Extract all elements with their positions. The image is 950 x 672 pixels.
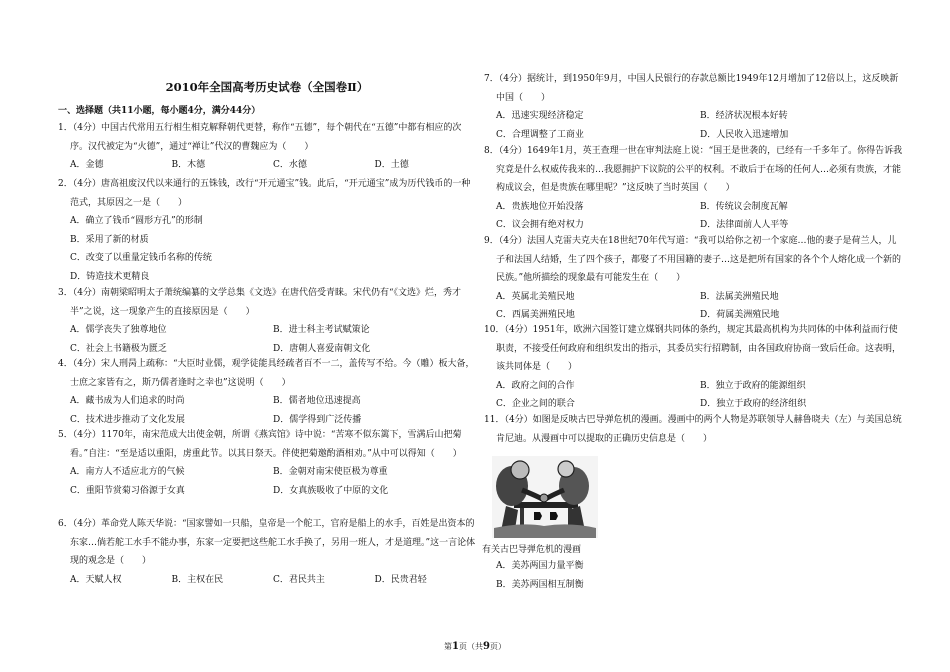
cuban-missile-crisis-cartoon: [492, 456, 598, 538]
option-c: C．技术进步推动了文化发展: [70, 414, 185, 425]
option-d: D．唐朝人喜爱南朝文化: [273, 343, 371, 354]
option-a: A．贵族地位开始没落: [496, 201, 584, 212]
option-a: A．金德: [70, 160, 104, 171]
option-c: C．企业之间的联合: [496, 399, 575, 410]
footer-prefix: 第: [444, 642, 453, 651]
option-a: A．藏书成为人们追求的时尚: [70, 396, 185, 407]
option-c: C．重阳节赏菊习俗源于女真: [70, 485, 185, 496]
page-number: 1: [452, 641, 459, 652]
option-c: C．君民共主: [273, 574, 325, 585]
option-a: A．政府之间的合作: [496, 380, 575, 391]
option-list: [58, 321, 476, 358]
option-a: A．英属北美殖民地: [496, 291, 575, 302]
option-list: [58, 571, 476, 590]
question-10: [484, 321, 904, 414]
option-c: C．社会上书籍极为匮乏: [70, 343, 167, 354]
option-list: [484, 557, 904, 594]
page-total: 9: [483, 641, 490, 652]
question-stem: 7．（4分）据统计，到1950年9月，中国人民银行的存款总额比1949年12月增加了12倍以上，这反映新中国（ ）: [484, 74, 899, 103]
option-list: [58, 156, 476, 175]
option-d: D．独立于政府的经济组织: [700, 399, 807, 410]
option-d: D．女真族吸收了中原的文化: [273, 485, 389, 496]
option-b: B．木德: [171, 160, 206, 171]
option-a: A．确立了钱币“圆形方孔”的形制: [70, 216, 203, 227]
question-stem: 10．（4分）1951年，欧洲六国签订建立煤钢共同体的条约，规定其最高机构为共同体的中体利益而行使职责，不接受任何政府和组织发出的指示，其委员实行招聘制，由各国政府协商一致后任命。这表明，该共同体是（ ）: [484, 325, 902, 373]
question-3: [58, 284, 476, 358]
option-b: B．传统议会制度瓦解: [700, 201, 788, 212]
question-2: [58, 175, 476, 287]
option-list: [58, 212, 476, 286]
option-b: B．儒者地位迅速提高: [273, 396, 361, 407]
question-4: [58, 355, 476, 429]
section-heading: 一、选择题（共11小题，每小题4分，满分44分）: [58, 106, 261, 116]
option-a: A．迅速实现经济稳定: [496, 111, 584, 122]
question-8: [484, 142, 904, 235]
option-c: C．议会拥有绝对权力: [496, 220, 584, 231]
question-11: [484, 411, 904, 448]
question-stem: 11．（4分）如图是反映古巴导弹危机的漫画。漫画中的两个人物是苏联领导人赫鲁晓夫（左）与美国总统肯尼迪。从漫画中可以提取的正确历史信息是（ ）: [484, 415, 902, 444]
option-b: B．主权在民: [171, 574, 224, 585]
option-d: D．荷属美洲殖民地: [700, 310, 780, 321]
option-c: C．水德: [273, 160, 307, 171]
question-7: [484, 70, 904, 144]
question-6: [58, 515, 476, 589]
option-c: C．西属美洲殖民地: [496, 310, 575, 321]
option-list: [484, 198, 904, 235]
option-list: [484, 377, 904, 414]
option-d: D．民贵君轻: [374, 574, 427, 585]
option-list: [58, 392, 476, 429]
option-list: [58, 463, 476, 500]
option-list: [484, 288, 904, 325]
option-d: D．土德: [374, 160, 409, 171]
question-stem: 3．（4分）南朝梁昭明太子萧统编纂的文学总集《文选》在唐代倍受青睐。宋代仍有“《文选》烂，秀才半”之说，这一现象产生的直接原因是（ ）: [58, 288, 462, 317]
option-d: D．人民收入迅速增加: [700, 129, 789, 140]
question-stem: 6．（4分）革命党人陈天华说：“国家譬如一只船，皇帝是一个舵工，官府是船上的水手，百姓是出资本的东家…倘若舵工水手不能办事，东家一定要把这些舵工水手换了，另用一班人，才是道理。”这一言论体现的观念是（ ）: [58, 519, 476, 567]
option-a: A．天赋人权: [70, 574, 122, 585]
option-c: C．改变了以重量定钱币名称的传统: [70, 253, 212, 264]
question-9: [484, 232, 904, 325]
question-1: [58, 119, 476, 175]
option-b: B．美苏两国相互制衡: [496, 579, 584, 590]
option-b: B．采用了新的材质: [70, 234, 149, 245]
option-b: B．金朝对南宋使臣极为尊重: [273, 467, 388, 478]
option-d: D．铸造技术更精良: [70, 271, 150, 282]
option-b: B．独立于政府的能源组织: [700, 380, 806, 391]
option-b: B．法属美洲殖民地: [700, 291, 779, 302]
option-b: B．进士科主考试赋策论: [273, 325, 370, 336]
figure-caption: 有关古巴导弹危机的漫画: [482, 545, 582, 555]
option-a: A．美苏两国力量平衡: [496, 561, 584, 571]
option-list: [484, 107, 904, 144]
question-stem: 9．（4分）法国人克雷夫克夫在18世纪70年代写道：“我可以给你之初一个家庭…他的妻子是荷兰人，儿子和法国人结婚，生了四个孩子，都娶了不用国籍的妻子…这是把所有国家的各个个人熔化成一个新的民族。”他所描绘的现象最有可能发生在（ ）: [484, 236, 902, 284]
question-stem: 8．（4分）1649年1月，英王查理一世在审判法庭上说：“国王是世袭的，已经有一千多年了。你得告诉我究竟是什么权威传我来的…我愿拥护下议院的公平的权利。不敢后于在场的任何人…必须有贵族，才能构成议会，但是贵族在哪里呢？”这反映了当时英国（ ）: [484, 146, 903, 194]
exam-title: 2010年全国高考历史试卷（全国卷Ⅱ）: [165, 80, 369, 94]
question-stem: 1．（4分）中国古代常用五行相生相克解释朝代更替，称作“五德”，每个朝代在“五德”中都有相应的次序。汉代被定为“火德”，通过“禅让”代汉的曹魏应为（ ）: [58, 123, 462, 152]
question-11-options: [484, 557, 904, 594]
footer-middle: 页（共: [459, 642, 483, 651]
question-stem: 4．（4分）宋人刑昺上疏称：“大臣时业儒，观学徒能具经疏者百不一二，盖传写不给。今（雕）板大备，士庶之家皆有之，斯乃儒者逢时之幸也”这说明（ ）: [58, 359, 475, 388]
footer-suffix: 页）: [489, 642, 506, 651]
option-a: A．儒学丧失了独尊地位: [70, 325, 167, 336]
option-c: C．合理调整了工商业: [496, 129, 584, 140]
question-5: [58, 426, 476, 500]
option-d: D．法律面前人人平等: [700, 220, 789, 231]
question-stem: 2．（4分）唐高祖废汉代以来通行的五铢钱，改行“开元通宝”钱。此后，“开元通宝”成为历代钱币的一种范式，其原因之一是（ ）: [58, 179, 471, 208]
option-b: B．经济状况根本好转: [700, 111, 788, 122]
question-stem: 5．（4分）1170年，南宋范成大出使金朝，所谓《燕宾馆》诗中说：“苦寒不似东篱下，雪满后山把菊看。”自注：“至是适以重阳，虏重此节。以其日祭天。伴使把菊邀酌酒相劝。”从中可以得知（ ）: [58, 430, 462, 459]
page-footer: [0, 641, 950, 652]
option-d: D．儒学得到广泛传播: [273, 414, 362, 425]
option-a: A．南方人不适应北方的气候: [70, 467, 185, 478]
